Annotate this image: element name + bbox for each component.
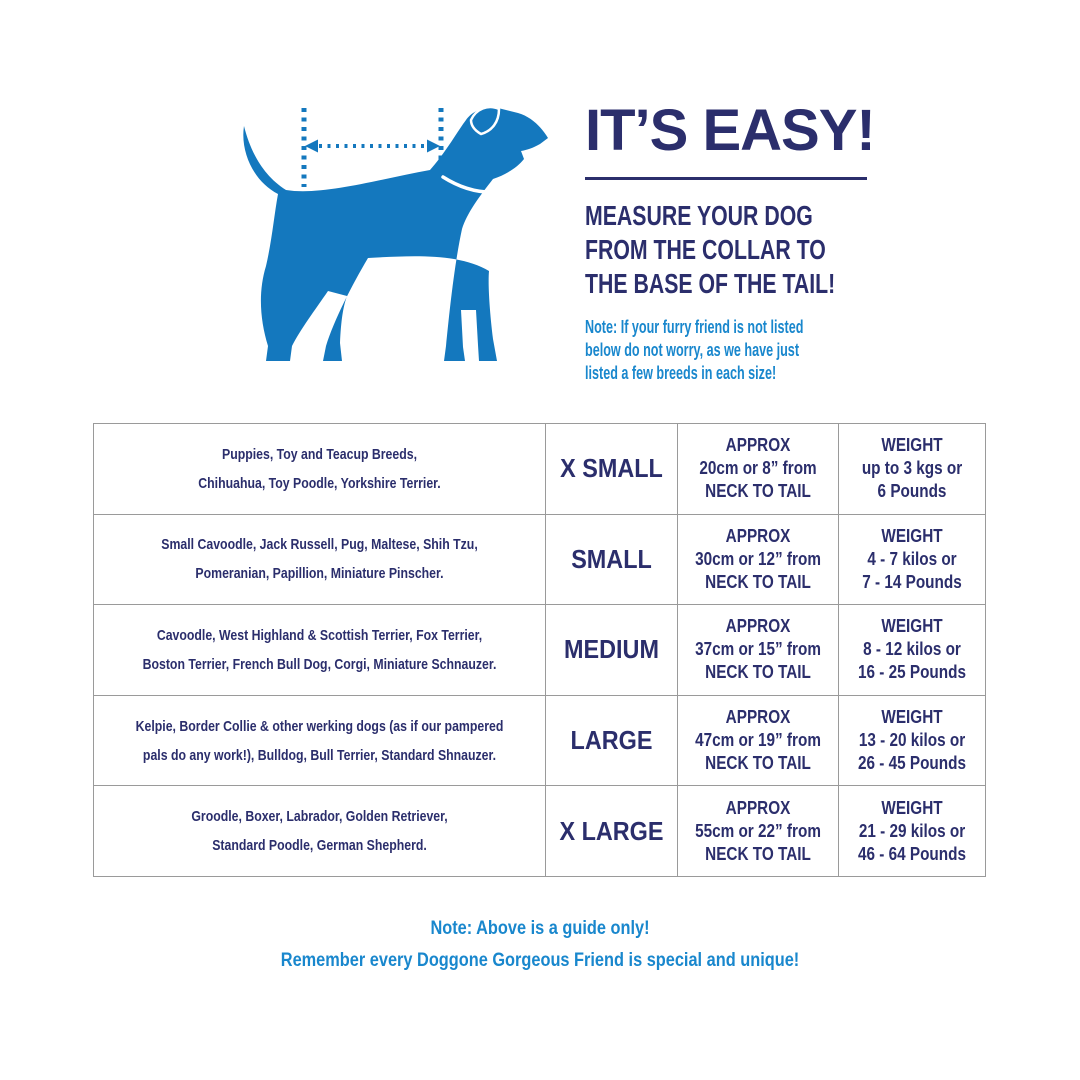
- header-note-line: listed a few breeds in each size!: [585, 363, 777, 383]
- weight-text: WEIGHT: [881, 707, 943, 728]
- weight-text: 8 - 12 kilos or: [863, 639, 961, 660]
- weight-text: WEIGHT: [881, 797, 943, 818]
- breeds-text: Pomeranian, Papillion, Miniature Pinscher.: [195, 565, 444, 583]
- weight-text: 4 - 7 kilos or: [867, 548, 957, 569]
- weight-text: WEIGHT: [881, 616, 943, 637]
- approx-cell: [678, 605, 839, 696]
- weight-cell: [839, 695, 986, 786]
- header-block: [585, 98, 915, 385]
- size-cell: [546, 786, 678, 877]
- approx-text: 30cm or 12” from: [695, 548, 821, 569]
- size-label: SMALL: [571, 543, 652, 574]
- dog-measurement-figure: [200, 80, 580, 400]
- weight-cell: [839, 605, 986, 696]
- table-row: [94, 605, 986, 696]
- weight-text: 16 - 25 Pounds: [857, 662, 966, 683]
- header-note: [585, 316, 915, 385]
- measure-instruction-line: FROM THE COLLAR TO: [585, 234, 826, 265]
- title-divider: [585, 177, 867, 180]
- weight-text: 21 - 29 kilos or: [858, 820, 966, 841]
- measure-instruction: [585, 199, 915, 301]
- approx-text: 37cm or 15” from: [695, 639, 821, 660]
- table-row: [94, 514, 986, 605]
- dog-silhouette-icon: [200, 80, 580, 400]
- footer-note-line: Note: Above is a guide only!: [430, 918, 650, 939]
- approx-text: NECK TO TAIL: [705, 481, 811, 502]
- size-label: LARGE: [570, 725, 653, 756]
- approx-text: 20cm or 8” from: [699, 458, 817, 479]
- size-cell: [546, 605, 678, 696]
- size-label: X SMALL: [560, 453, 663, 484]
- size-label: MEDIUM: [564, 634, 659, 665]
- breeds-text: Puppies, Toy and Teacup Breeds,: [221, 445, 418, 463]
- weight-text: 6 Pounds: [877, 481, 947, 502]
- page-title: IT’S EASY!: [585, 98, 875, 163]
- approx-text: APPROX: [725, 525, 791, 546]
- approx-text: NECK TO TAIL: [705, 843, 811, 864]
- weight-text: WEIGHT: [881, 525, 943, 546]
- approx-text: APPROX: [725, 797, 791, 818]
- breeds-text: Chihuahua, Toy Poodle, Yorkshire Terrier.: [198, 474, 441, 492]
- measure-arrowhead-left-icon: [305, 140, 318, 153]
- weight-cell: [839, 514, 986, 605]
- measure-instruction-line: THE BASE OF THE TAIL!: [585, 268, 836, 299]
- breeds-text: Groodle, Boxer, Labrador, Golden Retriever,: [191, 808, 448, 826]
- breeds-text: pals do any work!), Bulldog, Bull Terrier, Standard Shnauzer.: [142, 746, 497, 764]
- approx-text: APPROX: [725, 616, 791, 637]
- breeds-cell: [94, 695, 546, 786]
- approx-cell: [678, 786, 839, 877]
- breeds-text: Kelpie, Border Collie & other werking dogs (as if our pampered: [135, 717, 504, 735]
- approx-text: APPROX: [725, 435, 791, 456]
- weight-cell: [839, 786, 986, 877]
- header-note-line: below do not worry, as we have just: [585, 340, 800, 360]
- approx-text: 47cm or 19” from: [695, 730, 821, 751]
- size-cell: [546, 424, 678, 515]
- measure-arrowhead-right-icon: [427, 140, 440, 153]
- size-label: X LARGE: [559, 815, 664, 846]
- weight-cell: [839, 424, 986, 515]
- size-cell: [546, 514, 678, 605]
- size-table: [93, 423, 986, 877]
- table-row: [94, 424, 986, 515]
- size-cell: [546, 695, 678, 786]
- measure-instruction-line: MEASURE YOUR DOG: [585, 200, 813, 231]
- approx-cell: [678, 695, 839, 786]
- approx-cell: [678, 514, 839, 605]
- footer-note: [0, 913, 1080, 977]
- approx-text: NECK TO TAIL: [705, 753, 811, 774]
- header-note-line: Note: If your furry friend is not listed: [585, 317, 804, 337]
- table-row: [94, 786, 986, 877]
- breeds-text: Small Cavoodle, Jack Russell, Pug, Maltese, Shih Tzu,: [161, 536, 478, 554]
- approx-text: NECK TO TAIL: [705, 662, 811, 683]
- breeds-cell: [94, 514, 546, 605]
- breeds-cell: [94, 605, 546, 696]
- breeds-text: Standard Poodle, German Shepherd.: [212, 837, 427, 855]
- breeds-cell: [94, 424, 546, 515]
- weight-text: 46 - 64 Pounds: [857, 843, 966, 864]
- footer-note-line: Remember every Doggone Gorgeous Friend is special and unique!: [280, 950, 800, 971]
- breeds-text: Cavoodle, West Highland & Scottish Terrier, Fox Terrier,: [156, 626, 483, 644]
- breeds-text: Boston Terrier, French Bull Dog, Corgi, Miniature Schnauzer.: [142, 655, 497, 673]
- weight-text: WEIGHT: [881, 435, 943, 456]
- weight-text: up to 3 kgs or: [861, 458, 963, 479]
- breeds-cell: [94, 786, 546, 877]
- table-row: [94, 695, 986, 786]
- approx-cell: [678, 424, 839, 515]
- weight-text: 13 - 20 kilos or: [858, 730, 966, 751]
- weight-text: 26 - 45 Pounds: [857, 753, 966, 774]
- approx-text: 55cm or 22” from: [695, 820, 821, 841]
- weight-text: 7 - 14 Pounds: [862, 571, 962, 592]
- approx-text: APPROX: [725, 707, 791, 728]
- approx-text: NECK TO TAIL: [705, 571, 811, 592]
